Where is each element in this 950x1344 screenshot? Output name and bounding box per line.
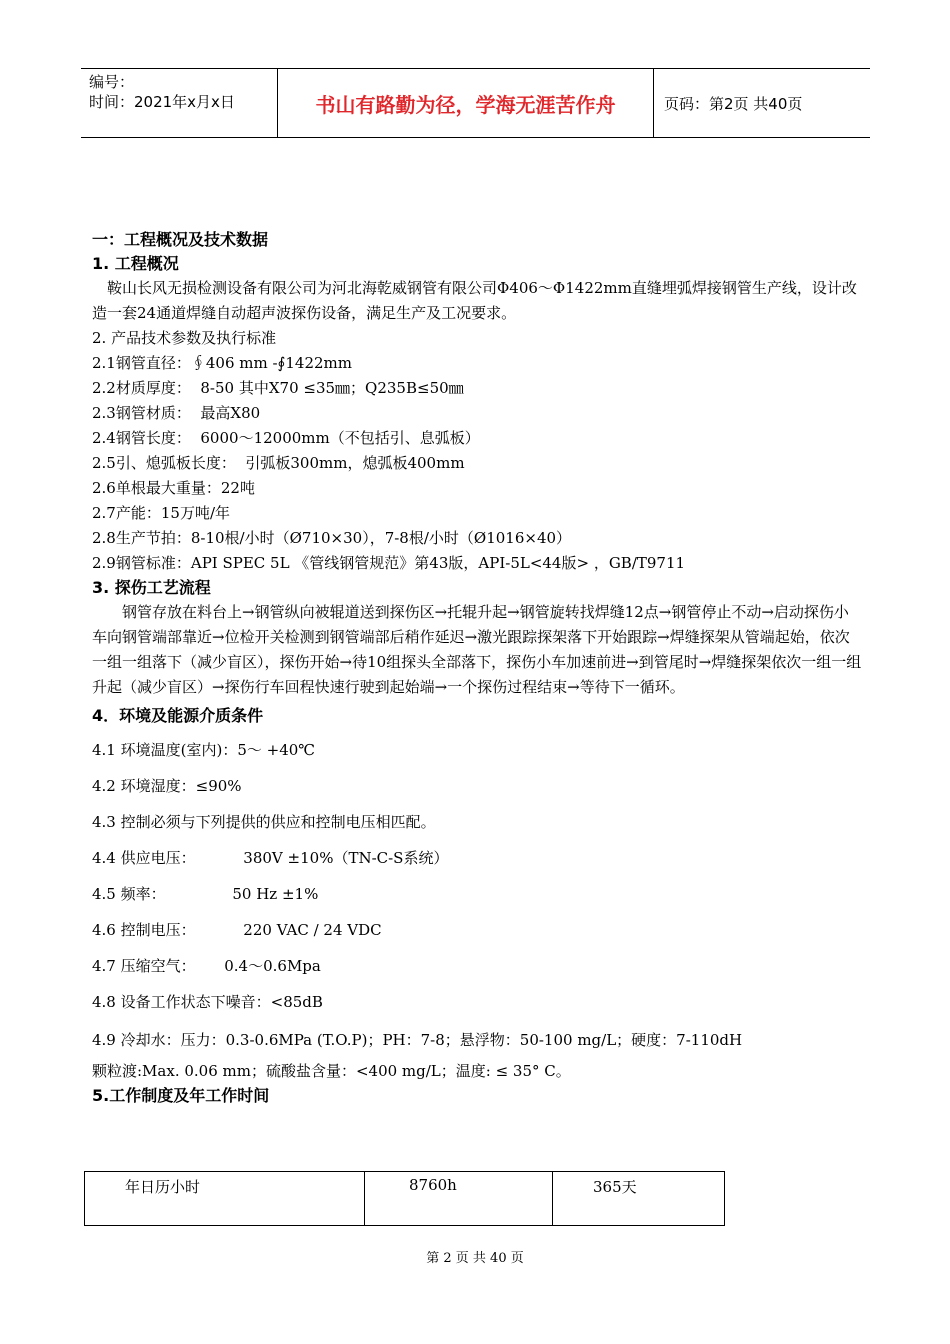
param-line: 2.2材质厚度： 8-50 其中X70 ≤35㎜；Q235B≤50㎜ bbox=[92, 379, 464, 397]
subsection-title-overview: 1. 工程概况 bbox=[92, 254, 179, 273]
document-body bbox=[92, 228, 862, 1108]
work-schedule-table bbox=[84, 1171, 725, 1226]
subsection-title-process: 3. 探伤工艺流程 bbox=[92, 578, 211, 597]
process-paragraph: 钢管存放在料台上→钢管纵向被辊道送到探伤区→托辊升起→钢管旋转找焊缝12点→钢管停止不动→启动探伤小车向钢管端部靠近→位检开关检测到钢管端部后稍作延迟→激光跟踪探架落下开始跟踪→焊缝探架从管端起始，依次一组一组落下（减少盲区），探伤开始→待10组探头全部落下，探伤小车加速前进→到管尾时→焊缝探架依次一组一组升起（减少盲区）→探伤行车回程快速行驶到起始端→一个探伤过程结束→等待下一循环。 bbox=[92, 603, 862, 696]
env-line: 4.4 供应电压： 380V ±10%（TN-C-S系统） bbox=[92, 849, 449, 867]
param-line: 2.9钢管标准：API SPEC 5L 《管线钢管规范》第43版，API-5L<44版> ，GB/T9711 bbox=[92, 554, 686, 572]
cooling-water-line-2: 颗粒渡:Max. 0.06 mm；硫酸盐含量：<400 mg/L；温度: ≤ 35° C。 bbox=[92, 1062, 571, 1080]
header-page-info: 页码：第2页 共40页 bbox=[664, 94, 803, 113]
subsection-title-work-schedule: 5.工作制度及年工作时间 bbox=[92, 1086, 270, 1105]
param-line: 2.4钢管长度： 6000～12000mm（不包括引、息弧板） bbox=[92, 429, 480, 447]
env-line: 4.6 控制电压： 220 VAC / 24 VDC bbox=[92, 921, 382, 939]
table-row bbox=[85, 1172, 725, 1226]
param-line: 2.5引、熄弧板长度： 引弧板300mm，熄弧板400mm bbox=[92, 454, 465, 472]
param-line: 2.3钢管材质： 最高X80 bbox=[92, 404, 261, 422]
table-cell: 8760h bbox=[365, 1172, 553, 1226]
environment-list bbox=[92, 734, 862, 1022]
param-line: 2.8生产节拍：8-10根/小时（Ø710×30），7-8根/小时（Ø1016×40） bbox=[92, 529, 572, 547]
doc-date: 时间：2021年x月x日 bbox=[89, 93, 235, 111]
env-line: 4.3 控制必须与下列提供的供应和控制电压相匹配。 bbox=[92, 813, 436, 831]
subsection-title-environment: 4．环境及能源介质条件 bbox=[92, 706, 264, 725]
params-list bbox=[92, 351, 862, 576]
cooling-water-line: 4.9 冷却水：压力：0.3-0.6MPa (T.O.P)；PH：7-8；悬浮物：50-100 mg/L；硬度：7-110dH bbox=[92, 1031, 743, 1049]
header-motto: 书山有路勤为径，学海无涯苦作舟 bbox=[277, 69, 654, 137]
page-header bbox=[81, 68, 870, 138]
param-line: 2.1钢管直径：∮406 mm -∮1422mm bbox=[92, 354, 352, 372]
doc-number-label: 编号： bbox=[89, 73, 135, 91]
table-cell: 365天 bbox=[553, 1172, 725, 1226]
env-line: 4.5 频率： 50 Hz ±1% bbox=[92, 885, 319, 903]
env-line: 4.8 设备工作状态下噪音：<85dB bbox=[92, 993, 323, 1011]
param-line: 2.6单根最大重量：22吨 bbox=[92, 479, 255, 497]
header-left-cell bbox=[81, 69, 277, 137]
env-line: 4.7 压缩空气： 0.4～0.6Mpa bbox=[92, 957, 321, 975]
overview-paragraph: 鞍山长风无损检测设备有限公司为河北海乾威钢管有限公司Φ406～Φ1422mm直缝埋弧焊接钢管生产线，设计改造一套24通道焊缝自动超声波探伤设备，满足生产及工况要求。 bbox=[92, 279, 857, 322]
section-title: 一：工程概况及技术数据 bbox=[92, 230, 269, 249]
env-line: 4.2 环境湿度：≤90% bbox=[92, 777, 242, 795]
table-cell: 年日历小时 bbox=[85, 1172, 365, 1226]
subsection-title-params: 2. 产品技术参数及执行标准 bbox=[92, 329, 277, 347]
param-line: 2.7产能：15万吨/年 bbox=[92, 504, 230, 522]
env-line: 4.1 环境温度(室内)：5～ +40℃ bbox=[92, 741, 316, 759]
page-footer: 第 2 页 共 40 页 bbox=[426, 1251, 524, 1266]
